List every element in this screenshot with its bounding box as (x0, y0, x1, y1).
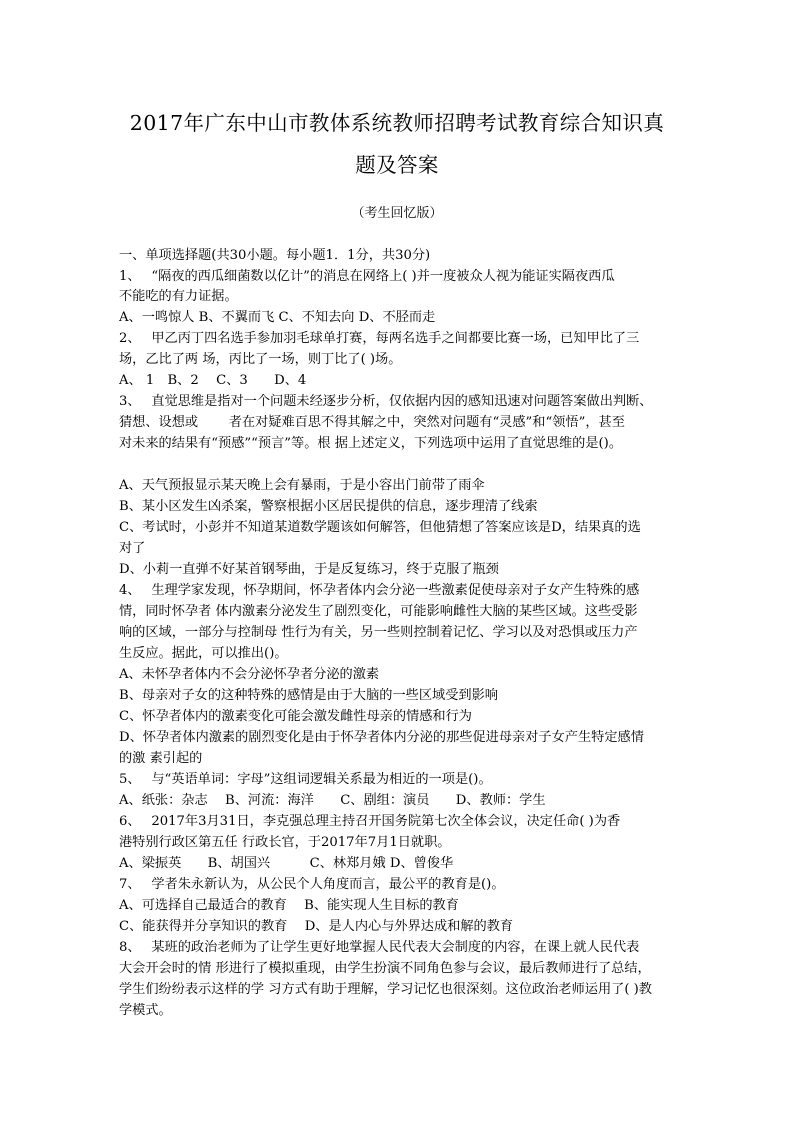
text-line: 猜想、设想或 者在对疑难百思不得其解之中，突然对问题有“灵感”和“领悟”，甚至 (119, 415, 625, 430)
text-line: A、 1 B、2 C、3 D、4 (119, 373, 307, 388)
text-line: 2、 甲乙丙丁四名选手参加羽毛球单打赛，每两名选手之间都要比赛一场，已知甲比了三 (119, 331, 640, 346)
text-line: A、可选择自己最适合的教育 B、能实现人生目标的教育 (119, 898, 459, 913)
text-line: 对未来的结果有“预感”“预言”等。根 据上述定义，下列选项中运用了直觉思维的是()。 (119, 436, 623, 451)
text-line: D、怀孕者体内激素的剧烈变化是由于怀孕者体内分泌的那些促进母亲对子女产生特定感情 (119, 730, 644, 745)
text-line: 的激 素引起的 (119, 751, 203, 766)
text-line: 港特别行政区第五任 行政长官，于2017年7月1日就职。 (119, 835, 451, 850)
text-line: 情，同时怀孕者 体内激素分泌发生了剧烈变化，可能影响雌性大脑的某些区域。这些受影 (119, 604, 638, 619)
document-title-line-2: 题及答案 (355, 153, 439, 177)
text-line: 学生们纷纷表示这样的学 习方式有助于理解，学习记忆也很深刻。这位政治老师运用了( )教 (119, 982, 652, 997)
text-line: 5、 与“英语单词：字母”这组词逻辑关系最为相近的一项是()。 (119, 772, 492, 787)
text-line: C、能获得并分享知识的教育 D、是人内心与外界达成和解的教育 (119, 919, 514, 934)
text-line: 1、 “隔夜的西瓜细菌数以亿计”的消息在网络上( )并一度被众人视为能证实隔夜西瓜 (119, 269, 615, 284)
section-heading: 一、单项选择题(共30小题。每小题1．1分，共30分) (119, 248, 431, 263)
document-subtitle: （考生回忆版） (351, 206, 443, 221)
text-line: C、考试时，小彭并不知道某道数学题该如何解答，但他猜想了答案应该是D，结果真的选 (119, 520, 641, 535)
text-line: 生反应。据此，可以推出()。 (119, 646, 288, 661)
document-title-line-1: 2017年广东中山市教体系统教师招聘考试教育综合知识真 (129, 111, 665, 135)
text-line: 学模式。 (119, 1003, 172, 1018)
text-line: 对了 (119, 541, 146, 556)
text-line: 大会开会时的情 形进行了模拟重现，由学生扮演不同角色参与会议，最后教师进行了总结， (119, 961, 651, 976)
text-line: 不能吃的有力证据。 (119, 289, 238, 304)
text-line: 3、 直觉思维是指对一个问题未经逐步分析，仅依据内因的感知迅速对问题答案做出判断、 (119, 394, 653, 409)
text-line: A、纸张：杂志 B、河流：海洋 C、剧组：演员 D、教师：学生 (119, 793, 546, 808)
text-line: 6、 2017年3月31日，李克强总理主持召开国务院第七次全体会议，决定任命( )为香 (119, 814, 621, 829)
text-line: 响的区域，一部分与控制母 性行为有关，另一些则控制着记忆、学习以及对恐惧或压力产 (119, 625, 638, 640)
text-line: A、梁振英 B、胡国兴 C、林郑月娥 D、曾俊华 (119, 856, 454, 871)
text-line: 8、 某班的政治老师为了让学生更好地掌握人民代表大会制度的内容，在课上就人民代表 (119, 940, 640, 955)
text-line: 4、 生理学家发现，怀孕期间，怀孕者体内会分泌一些激素促使母亲对子女产生特殊的感 (119, 583, 640, 598)
text-line: D、小莉一直弹不好某首钢琴曲，于是反复练习，终于克服了瓶颈 (119, 562, 499, 577)
text-line: B、某小区发生凶杀案，警察根据小区居民提供的信息，逐步理清了线索 (119, 499, 538, 514)
text-line: A、未怀孕者体内不会分泌怀孕者分泌的激素 (119, 667, 380, 682)
text-line: A、一鸣惊人 B、不翼而飞 C、不知去向 D、不胫而走 (119, 310, 436, 325)
text-line: C、怀孕者体内的激素变化可能会激发雌性母亲的情感和行为 (119, 709, 472, 724)
text-line: 场，乙比了两 场，丙比了一场，则丁比了( )场。 (119, 352, 402, 367)
text-line: 7、 学者朱永新认为，从公民个人角度而言，最公平的教育是()。 (119, 877, 505, 892)
text-line: B、母亲对子女的这种特殊的感情是由于大脑的一些区域受到影响 (119, 688, 498, 703)
text-line: A、天气预报显示某天晚上会有暴雨，于是小容出门前带了雨伞 (119, 478, 485, 493)
